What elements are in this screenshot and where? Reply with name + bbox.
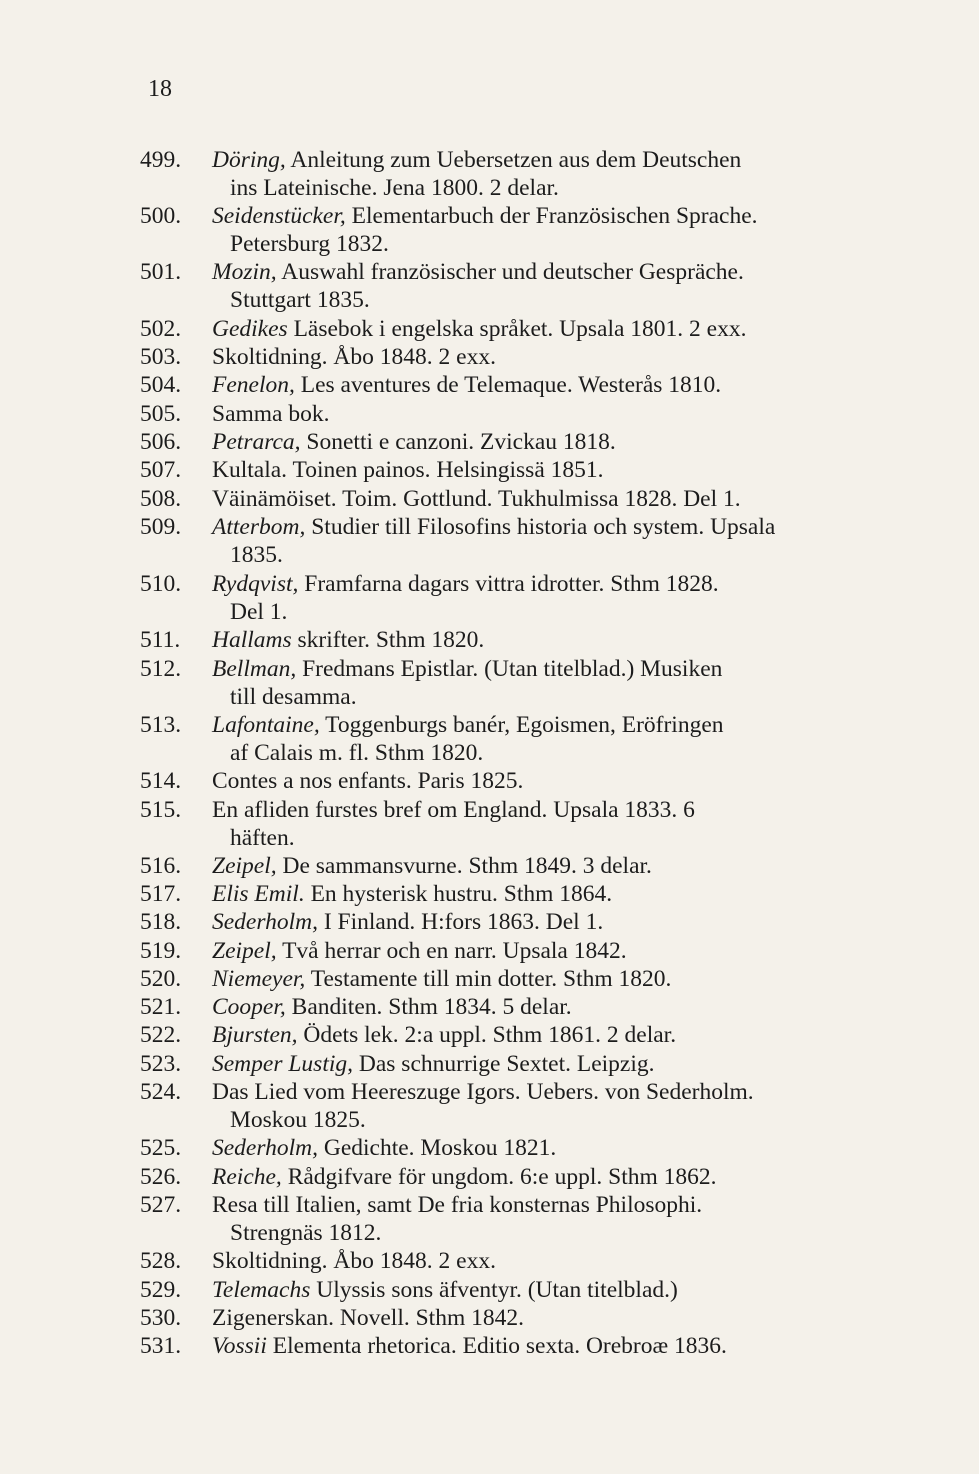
entry-text: af Calais m. fl. Sthm 1820. bbox=[230, 740, 484, 767]
entry-first-line bbox=[212, 513, 775, 541]
entry-continuation-line bbox=[230, 683, 357, 711]
entry-text: Testamente till min dotter. Sthm 1820. bbox=[310, 966, 672, 992]
entry-number: 500. bbox=[140, 203, 182, 229]
entry-number: 510. bbox=[140, 571, 182, 597]
entry-first-line bbox=[212, 655, 722, 683]
entry-first-line bbox=[212, 965, 671, 993]
entry-number: 508. bbox=[140, 486, 182, 512]
entry-first-line bbox=[212, 937, 627, 965]
entry-author: Fenelon, bbox=[212, 372, 295, 398]
entry-author: Petrarca, bbox=[212, 429, 301, 455]
entry-author: Gedikes bbox=[212, 316, 288, 342]
entry-author: Telemachs bbox=[212, 1277, 311, 1303]
entry-first-line bbox=[212, 767, 523, 795]
entry-text: Moskou 1825. bbox=[230, 1107, 366, 1134]
entry-text: Banditen. Sthm 1834. 5 delar. bbox=[291, 994, 572, 1020]
entry-first-line bbox=[212, 485, 741, 513]
entry-number: 499. bbox=[140, 147, 182, 173]
entry-author: Bellman, bbox=[212, 656, 297, 682]
entry-text: ins Lateinische. Jena 1800. 2 delar. bbox=[230, 175, 559, 202]
entry-author: Elis Emil. bbox=[212, 881, 305, 907]
entry-text: Petersburg 1832. bbox=[230, 231, 389, 258]
entry-text: Kultala. Toinen painos. Helsingissä 1851. bbox=[212, 457, 604, 483]
entry-first-line bbox=[212, 852, 652, 880]
entry-author: Vossii bbox=[212, 1333, 267, 1359]
entry-text: Skoltidning. Åbo 1848. 2 exx. bbox=[212, 344, 496, 370]
entry-text: Resa till Italien, samt De fria konsternas Philosophi. bbox=[212, 1192, 703, 1218]
entry-number: 515. bbox=[140, 797, 182, 823]
entry-number: 516. bbox=[140, 853, 182, 879]
entry-first-line bbox=[212, 1332, 727, 1360]
entry-author: Döring, bbox=[212, 147, 286, 173]
entry-number: 518. bbox=[140, 909, 182, 935]
entry-first-line bbox=[212, 428, 616, 456]
entry-first-line bbox=[212, 146, 741, 174]
entry-author: Niemeyer, bbox=[212, 966, 306, 992]
entry-author: Seidenstücker, bbox=[212, 203, 346, 229]
entry-first-line bbox=[212, 711, 724, 739]
entry-author: Hallams bbox=[212, 627, 292, 653]
entry-number: 525. bbox=[140, 1135, 182, 1161]
entry-first-line bbox=[212, 1134, 556, 1162]
entry-author: Sederholm, bbox=[212, 1135, 318, 1161]
entry-first-line bbox=[212, 1021, 676, 1049]
entry-author: Semper Lustig, bbox=[212, 1051, 353, 1077]
entry-author: Atterbom, bbox=[212, 514, 306, 540]
entry-first-line bbox=[212, 570, 719, 598]
entry-text: Skoltidning. Åbo 1848. 2 exx. bbox=[212, 1248, 496, 1274]
entry-first-line bbox=[212, 1078, 754, 1106]
entry-continuation-line bbox=[230, 230, 389, 258]
entry-first-line bbox=[212, 456, 604, 484]
entry-first-line bbox=[212, 400, 330, 428]
entry-continuation-line bbox=[230, 286, 370, 314]
entry-text: I Finland. H:fors 1863. Del 1. bbox=[323, 909, 604, 935]
entry-number: 507. bbox=[140, 457, 182, 483]
entry-author: Rydqvist, bbox=[212, 571, 299, 597]
entry-text: En hysterisk hustru. Sthm 1864. bbox=[310, 881, 613, 907]
entry-continuation-line bbox=[230, 824, 295, 852]
entry-continuation-line bbox=[230, 1219, 381, 1247]
entry-first-line bbox=[212, 371, 721, 399]
entry-text: Ulyssis sons äfventyr. (Utan titelblad.) bbox=[316, 1277, 678, 1303]
entry-first-line bbox=[212, 1247, 496, 1275]
entry-author: Lafontaine, bbox=[212, 712, 320, 738]
entry-first-line bbox=[212, 993, 572, 1021]
entry-number: 501. bbox=[140, 259, 182, 285]
entry-continuation-line bbox=[230, 1106, 366, 1134]
entry-author: Zeipel, bbox=[212, 853, 277, 879]
entry-text: 1835. bbox=[230, 542, 283, 569]
entry-first-line bbox=[212, 343, 496, 371]
entry-text: Elementarbuch der Französischen Sprache. bbox=[351, 203, 758, 229]
entry-first-line bbox=[212, 908, 603, 936]
entry-author: Bjursten, bbox=[212, 1022, 298, 1048]
entry-first-line bbox=[212, 1191, 702, 1219]
entry-number: 511. bbox=[140, 627, 181, 653]
entry-number: 529. bbox=[140, 1277, 182, 1303]
entry-text: häften. bbox=[230, 825, 295, 852]
entry-text: Två herrar och en narr. Upsala 1842. bbox=[282, 938, 627, 964]
entry-number: 502. bbox=[140, 316, 182, 342]
entry-number: 506. bbox=[140, 429, 182, 455]
entry-author: Zeipel, bbox=[212, 938, 277, 964]
entry-text: Das schnurrige Sextet. Leipzig. bbox=[358, 1051, 655, 1077]
entry-number: 514. bbox=[140, 768, 182, 794]
entry-continuation-line bbox=[230, 739, 483, 767]
entry-text: Läsebok i engelska språket. Upsala 1801. 2 exx. bbox=[293, 316, 747, 342]
entry-number: 523. bbox=[140, 1051, 182, 1077]
entry-text: Sonetti e canzoni. Zvickau 1818. bbox=[306, 429, 616, 455]
entry-text: Toggenburgs banér, Egoismen, Eröfringen bbox=[325, 712, 724, 738]
entry-number: 509. bbox=[140, 514, 182, 540]
entry-first-line bbox=[212, 1163, 717, 1191]
entry-first-line bbox=[212, 258, 744, 286]
entry-author: Mozin, bbox=[212, 259, 277, 285]
entry-text: Anleitung zum Uebersetzen aus dem Deutschen bbox=[290, 147, 742, 173]
entry-first-line bbox=[212, 202, 758, 230]
entry-first-line bbox=[212, 1276, 678, 1304]
entry-number: 513. bbox=[140, 712, 182, 738]
entry-text: skrifter. Sthm 1820. bbox=[297, 627, 485, 653]
entry-number: 526. bbox=[140, 1164, 182, 1190]
entry-text: Samma bok. bbox=[212, 401, 330, 427]
entry-text: Elementa rhetorica. Editio sexta. Orebroæ 1836. bbox=[272, 1333, 727, 1359]
entry-first-line bbox=[212, 1304, 524, 1332]
entry-text: De sammansvurne. Sthm 1849. 3 delar. bbox=[282, 853, 652, 879]
entry-text: Studier till Filosofins historia och system. Upsala bbox=[311, 514, 776, 540]
entry-continuation-line bbox=[230, 541, 283, 569]
entry-number: 524. bbox=[140, 1079, 182, 1105]
entry-number: 519. bbox=[140, 938, 182, 964]
entry-first-line bbox=[212, 880, 612, 908]
entry-author: Cooper, bbox=[212, 994, 286, 1020]
page-number: 18 bbox=[148, 76, 172, 102]
entry-author: Reiche, bbox=[212, 1164, 282, 1190]
entry-number: 527. bbox=[140, 1192, 182, 1218]
entry-number: 530. bbox=[140, 1305, 182, 1331]
entry-number: 528. bbox=[140, 1248, 182, 1274]
entry-number: 512. bbox=[140, 656, 182, 682]
entry-number: 505. bbox=[140, 401, 182, 427]
entry-number: 517. bbox=[140, 881, 182, 907]
entry-continuation-line bbox=[230, 598, 287, 626]
entry-text: Stuttgart 1835. bbox=[230, 287, 370, 314]
entry-text: Rådgifvare för ungdom. 6:e uppl. Sthm 1862. bbox=[287, 1164, 717, 1190]
entry-text: Väinämöiset. Toim. Gottlund. Tukhulmissa 1828. Del 1. bbox=[212, 486, 741, 512]
entry-number: 520. bbox=[140, 966, 182, 992]
entry-text: Zigenerskan. Novell. Sthm 1842. bbox=[212, 1305, 524, 1331]
entry-text: Das Lied vom Heereszuge Igors. Uebers. von Sederholm. bbox=[212, 1079, 754, 1105]
entry-text: Strengnäs 1812. bbox=[230, 1220, 382, 1247]
entry-text: Del 1. bbox=[230, 599, 288, 626]
entry-text: Auswahl französischer und deutscher Gespräche. bbox=[281, 259, 744, 285]
entry-text: Ödets lek. 2:a uppl. Sthm 1861. 2 delar. bbox=[303, 1022, 677, 1048]
entry-text: Contes a nos enfants. Paris 1825. bbox=[212, 768, 524, 794]
entry-number: 503. bbox=[140, 344, 182, 370]
entry-text: till desamma. bbox=[230, 684, 357, 711]
entry-number: 504. bbox=[140, 372, 182, 398]
entry-number: 531. bbox=[140, 1333, 182, 1359]
entry-text: Les aventures de Telemaque. Westerås 1810. bbox=[300, 372, 722, 398]
entry-first-line bbox=[212, 626, 484, 654]
entry-first-line bbox=[212, 1050, 655, 1078]
entry-continuation-line bbox=[230, 174, 559, 202]
entry-text: Fredmans Epistlar. (Utan titelblad.) Musiken bbox=[302, 656, 723, 682]
entry-text: Gedichte. Moskou 1821. bbox=[323, 1135, 557, 1161]
entry-text: En afliden furstes bref om England. Upsala 1833. 6 bbox=[212, 797, 695, 823]
entry-first-line bbox=[212, 315, 746, 343]
entry-text: Framfarna dagars vittra idrotter. Sthm 1828. bbox=[304, 571, 719, 597]
entry-number: 521. bbox=[140, 994, 182, 1020]
entry-first-line bbox=[212, 796, 695, 824]
entry-number: 522. bbox=[140, 1022, 182, 1048]
entry-author: Sederholm, bbox=[212, 909, 318, 935]
